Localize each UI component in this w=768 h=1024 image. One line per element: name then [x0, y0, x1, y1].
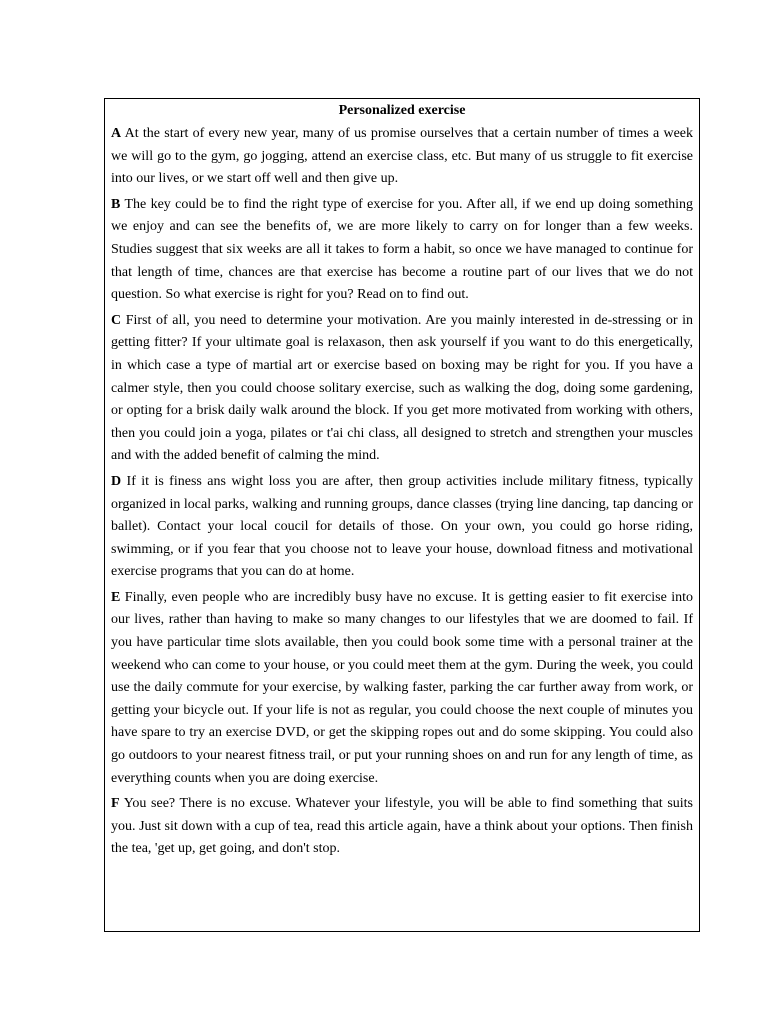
paragraph-a	[111, 123, 693, 191]
paragraph-letter: D	[111, 473, 122, 489]
paragraph-letter: A	[111, 126, 122, 141]
paragraph-text: You see? There is no excuse. Whatever your lifestyle, you will be able to find something that suits you. Just sit down with a cup of tea, read this article again, have a think about your options. Then finish the tea, 'get up, get going, and don't stop.	[111, 796, 694, 857]
paragraph-text: If it is finess ans wight loss you are after, then group activities include military fitness, typically organized in local parks, walking and running groups, dance classes (trying line dancing, tap dancing or ballet). Contact your local coucil for details of those. On your own, you could go horse riding, swimming, or if you fear that you choose not to leave your house, download fitness and motivational exercise programs that you can do at home.	[111, 473, 693, 580]
paragraph-text: The key could be to find the right type of exercise for you. After all, if we end up doing something we enjoy and can see the benefits of, we are more likely to carry on for longer than a few weeks. Studies suggest that six weeks are all it takes to form a habit, so once we have managed to continue for that length of time, chances are that exercise has become a routine part of our lives that we do not question. So what exercise is right for you? Read on to find out.	[111, 196, 693, 303]
paragraph-f	[111, 793, 693, 861]
paragraph-letter: C	[111, 312, 122, 328]
paragraph-text: Finally, even people who are incredibly busy have no excuse. It is getting easier to fit exercise into our lives, rather than having to make so many changes to our lifestyles that we are doomed to fail. If you have particular time slots available, then you could book some time with a personal trainer at the weekend who can come to your house, or you could meet them at the gym. During the week, you could use the daily commute for your exercise, by walking faster, parking the car further away from work, or getting your bicycle out. If your life is not as regular, you could choose the next couple of minutes you have spare to try an exercise DVD, or get the skipping ropes out and do some skipping. You could also go outdoors to your nearest fitness trail, or put your running shoes on and run for any length of time, as everything counts when you are doing exercise.	[111, 589, 693, 786]
paragraph-text: At the start of every new year, many of us promise ourselves that a certain number of times a week we will go to the gym, go jogging, attend an exercise class, etc. But many of us struggle to fit exercise into our lives, or we start off well and then give up.	[111, 126, 693, 187]
paragraph-b	[111, 194, 693, 307]
paragraph-c	[111, 310, 693, 468]
article-box	[104, 98, 700, 932]
paragraph-d	[111, 471, 693, 584]
paragraph-e	[111, 587, 693, 790]
paragraph-letter: F	[111, 796, 120, 812]
paragraph-letter: E	[111, 589, 121, 605]
paragraph-text: First of all, you need to determine your motivation. Are you mainly interested in de-stressing or in getting fitter? If your ultimate goal is relaxason, then ask yourself if you want to do this energetically, in which case a type of martial art or exercise based on boxing may be right for you. If you have a calmer style, then you could choose solitary exercise, such as walking the dog, doing some gardening, or opting for a brisk daily walk around the block. If you get more motivated from working with others, then you could join a yoga, pilates or t'ai chi class, all designed to stretch and strengthen your muscles and with the added benefit of calming the mind.	[111, 312, 693, 464]
article-title: Personalized exercise	[338, 103, 466, 118]
paragraph-letter: B	[111, 196, 121, 212]
